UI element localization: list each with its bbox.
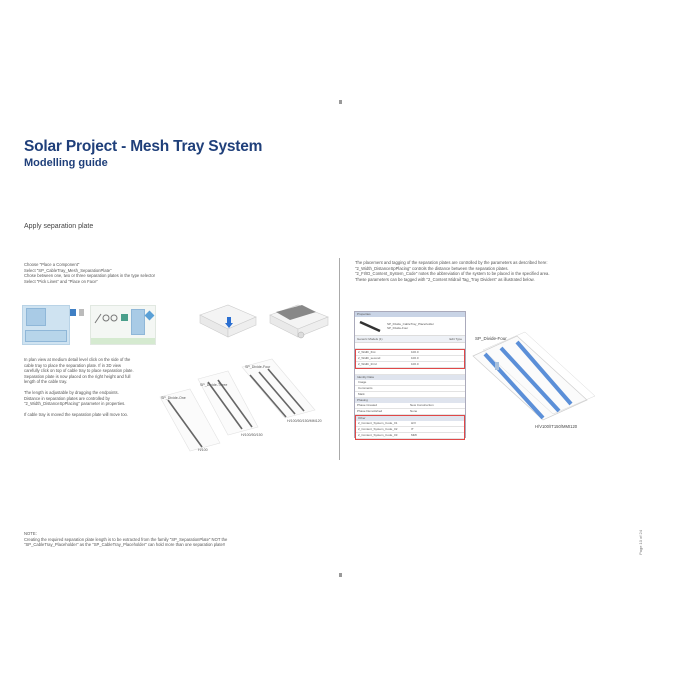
page-number-label: Page 10 of 24 (638, 530, 643, 555)
note-heading: NOTE: (24, 531, 37, 536)
properties-row: 2_Width_second 100.0 (356, 356, 464, 362)
step: Chose between one, two or three separation plates in the type selector (24, 273, 156, 279)
properties-row: Phase Demolished None (355, 409, 465, 415)
dimension-label: H/100/50/150/MM120 (287, 419, 322, 423)
type-selector (355, 336, 465, 343)
diagram-label: SP_Divide-One (161, 396, 186, 400)
step: Choose "Place a Component" (24, 262, 80, 267)
step: Select "Pick Lines" and "Place on Face" (24, 278, 98, 284)
properties-panel-image (354, 311, 466, 438)
paragraph: The length is adjustable by dragging the endpoints. Distance in separation plates are controlled by "2_Width_DistanceSpPlacing" parameter in properties. (24, 389, 126, 407)
system-code-highlight (355, 415, 465, 440)
dimension-label: H/100/50/150 (241, 433, 263, 437)
diagram-label: SP_Divide-Four (245, 365, 271, 369)
ribbon-component-image (22, 305, 70, 345)
page-subtitle: Modelling guide (24, 157, 108, 169)
properties-row: 2_Content_System_Code_02 IT (356, 427, 464, 433)
properties-row: 2_Width_first 100.0 (356, 350, 464, 356)
tray-click-image (198, 303, 258, 343)
diagram-label: SP_Divide-Four (475, 336, 507, 341)
paragraph: If cable tray is moved the separation plate will move too. (24, 411, 129, 417)
properties-row: Mark (355, 392, 465, 398)
page-mark-bottom (339, 573, 342, 577)
width-params-highlight (355, 349, 465, 369)
group-identity: Identity Data (355, 375, 465, 380)
selector-label: Generic Models (1) (357, 337, 383, 341)
description-line: The placement and tagging of the separation plates are controlled by the parameters as described here: (355, 260, 548, 265)
component-icon (26, 308, 46, 326)
properties-row: 2_Width_third 100.0 (356, 362, 464, 368)
group-phasing: Phasing (355, 398, 465, 403)
dimension-label: H/100 (198, 448, 208, 452)
steps-list (24, 262, 254, 284)
paragraph: In plan view at medium detail level click on the side of the cable tray to place the separation plate. If in 3D view carefully click on top of cable tray to place separation plate. Separation plate is now placed on the right height and full length of the cable tray. (24, 357, 134, 385)
ribbon-placement-image (90, 305, 156, 345)
properties-header: Properties (355, 312, 465, 317)
edit-type-label: Edit Type (449, 337, 462, 341)
place-component-icon (25, 330, 67, 342)
properties-row: Image (355, 380, 465, 386)
properties-row: 2_Content_System_Code_01 H/V (356, 421, 464, 427)
page-mark-top (339, 100, 342, 104)
place-on-work-plane-icon (145, 311, 155, 321)
diagram-label: SP_Divide-Three (200, 383, 228, 387)
place-on-face-button-icon (131, 309, 145, 335)
parameters-description (355, 260, 655, 282)
type-thumbnail-icon (358, 318, 382, 334)
ribbon-footer (91, 338, 155, 344)
dimension-label: H/V100/IT150/MMI120 (535, 424, 578, 429)
type-preview (355, 317, 465, 336)
description-line: "2_Width_DistanceSpPlacing" controls the distance between the separation plates. (355, 265, 509, 271)
properties-row: Comments (355, 386, 465, 392)
section-heading: Apply separation plate (24, 223, 94, 230)
type-sub: SP_Divide-Four (387, 326, 409, 330)
divide-four-diagram (465, 318, 635, 448)
properties-row: 2_Content_System_Code_03 MMI (356, 433, 464, 439)
properties-row: Phase Created New Construction (355, 403, 465, 409)
group-other: Other (356, 416, 464, 421)
note-block (24, 531, 324, 548)
draw-tools-icon (93, 311, 131, 325)
separation-plate-diagram (150, 355, 330, 455)
page-title: Solar Project - Mesh Tray System (24, 138, 263, 155)
step: Select "SP_CableTray_Mesh_SeparationPlate" (24, 267, 112, 273)
type-name: SP_Divide_CableTray_Placeholder (387, 322, 434, 326)
note-line: Creating the required separation plate length is to be extracted from the family "SP_SeparationPlate" NOT the (24, 536, 228, 542)
instructions-text (24, 357, 134, 422)
description-line: These parameters can be tagged with "2_Content Midrail Tag_Tray Dividers" as illustrated below. (355, 276, 535, 282)
model-icons (69, 307, 89, 321)
description-line: "2_FI/ID_Content_System_Code" notes the abbreviation of the system to be placed in the specified area. (355, 271, 550, 277)
note-line: "SP_CableTray_Placeholder" as the "SP_CableTray_Placeholder" can hold more than one separation plate!! (24, 542, 226, 548)
column-divider (339, 258, 340, 460)
tray-plate-image (268, 303, 330, 343)
